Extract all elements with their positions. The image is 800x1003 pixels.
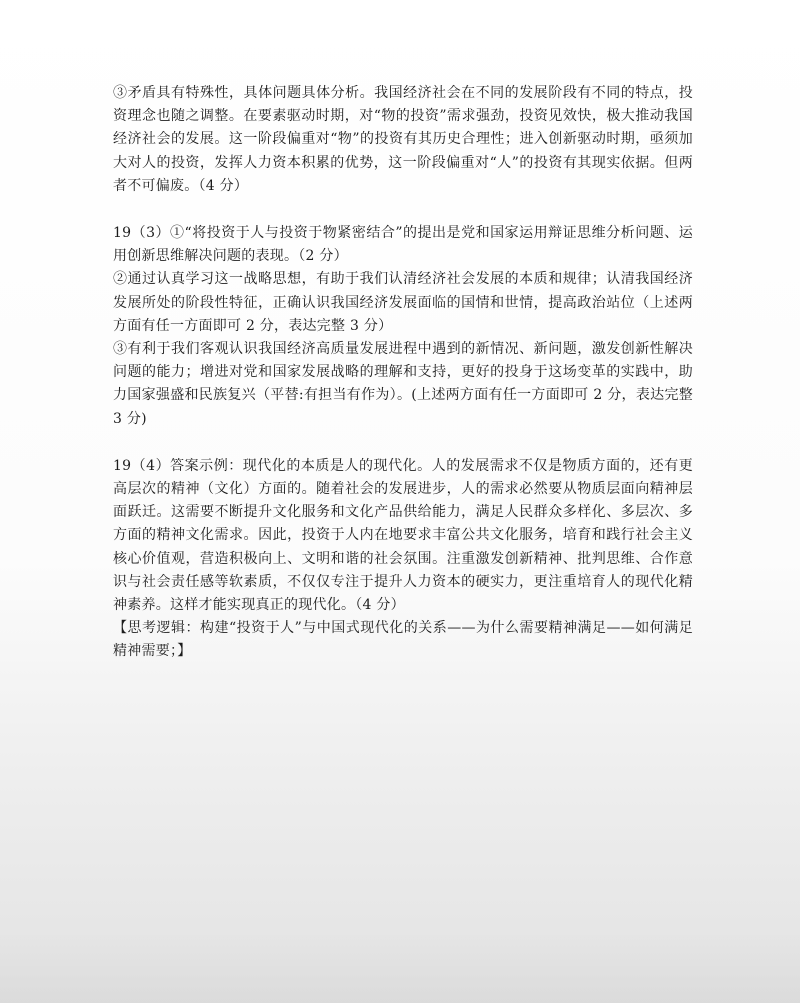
q19-3-point-1: 19（3）①“将投资于人与投资于物紧密结合”的提出是党和国家运用辩证思维分析问题、运用创新思维解决问题的表现。（2 分） bbox=[113, 225, 693, 265]
q19-3-point-3: ③有利于我们客观认识我国经济高质量发展进程中遇到的新情况、新问题，激发创新性解决问题的能力；增进对党和国家发展战略的理解和支持，更好的投身于这场变革的实践中，助力国家强盛和民族复兴（平替:有担当有作为）。(上述两方面有任一方面即可 2 分，表达完整 3 分) bbox=[113, 341, 693, 427]
q19-3-point-2: ②通过认真学习这一战略思想，有助于我们认清经济社会发展的本质和规律；认清我国经济发展所处的阶段性特征，正确认识我国经济发展面临的国情和世情，提高政治站位（上述两方面有任一方面即可 2 分，表达完整 3 分） bbox=[113, 271, 693, 334]
page-bottom-shading bbox=[0, 930, 800, 1003]
question-19-4-section bbox=[113, 455, 693, 664]
answer-document bbox=[113, 82, 693, 664]
question-19-3-section bbox=[113, 222, 693, 431]
answer-point-3-paragraph: ③矛盾具有特殊性，具体问题具体分析。我国经济社会在不同的发展阶段有不同的特点，投资理念也随之调整。在要素驱动时期，对“物的投资”需求强劲，投资见效快，极大推动我国经济社会的发展。这一阶段偏重对“物”的投资有其历史合理性；进入创新驱动时期，亟须加大对人的投资，发挥人力资本积累的优势，这一阶段偏重对“人”的投资有其现实依据。但两者不可偏废。（4 分） bbox=[113, 85, 693, 194]
thinking-logic-note: 【思考逻辑：构建“投资于人”与中国式现代化的关系——为什么需要精神满足——如何满足精神需要；】 bbox=[113, 620, 693, 660]
q19-4-answer: 19（4）答案示例：现代化的本质是人的现代化。人的发展需求不仅是物质方面的，还有更高层次的精神（文化）方面的。随着社会的发展进步，人的需求必然要从物质层面向精神层面跃迁。这需要不断提升文化服务和文化产品供给能力，满足人民群众多样化、多层次、多方面的精神文化需求。因此，投资于人内在地要求丰富公共文化服务，培育和践行社会主义核心价值观，营造积极向上、文明和谐的社会氛围。注重激发创新精神、批判思维、合作意识与社会责任感等软素质，不仅仅专注于提升人力资本的硬实力，更注重培育人的现代化精神素养。这样才能实现真正的现代化。（4 分） bbox=[113, 457, 693, 614]
